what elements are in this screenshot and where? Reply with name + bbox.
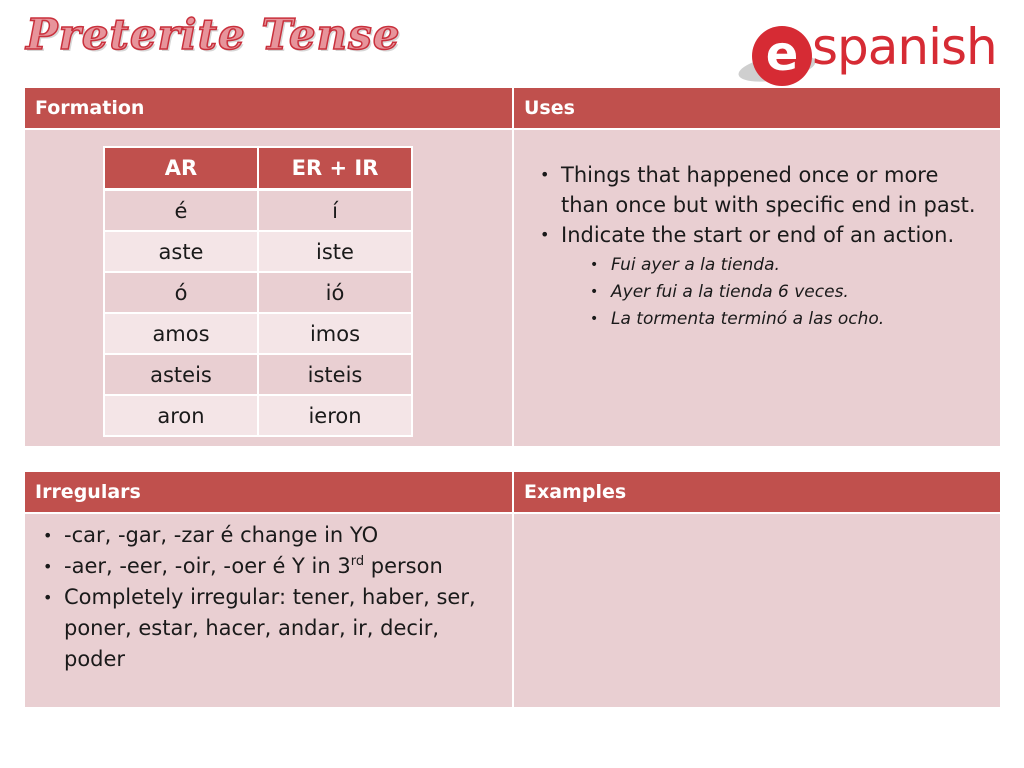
example-sentence: • Ayer fui a la tienda 6 veces. xyxy=(590,279,980,306)
table-row xyxy=(104,272,412,313)
ending-ar: aste xyxy=(104,231,258,272)
table-row xyxy=(104,354,412,395)
uses-bullet xyxy=(540,220,980,333)
irregulars-body xyxy=(25,514,512,707)
column-header-er-ir: ER + IR xyxy=(258,147,412,190)
table-row xyxy=(104,313,412,354)
uses-column xyxy=(514,88,1000,446)
ending-ar: aron xyxy=(104,395,258,436)
irregulars-column xyxy=(25,472,512,707)
bullet-text: person xyxy=(364,554,443,578)
uses-bullet: • Things that happened once or more than once but with specific end in past. xyxy=(540,160,980,220)
ending-er-ir: imos xyxy=(258,313,412,354)
ending-er-ir: ieron xyxy=(258,395,412,436)
ending-ar: ó xyxy=(104,272,258,313)
ending-ar: asteis xyxy=(104,354,258,395)
irregulars-examples-panel xyxy=(25,472,1000,707)
arrow-glyph: é xyxy=(272,554,286,578)
uses-list xyxy=(540,160,980,333)
bullet-text: -aer, -eer, -oir, -oer xyxy=(64,554,273,578)
uses-header: Uses xyxy=(514,88,1000,128)
ending-ar: amos xyxy=(104,313,258,354)
irregular-bullet xyxy=(43,551,503,582)
formation-body xyxy=(25,130,512,446)
table-row xyxy=(104,231,412,272)
ending-er-ir: iste xyxy=(258,231,412,272)
irregulars-list xyxy=(43,520,503,675)
ending-er-ir: í xyxy=(258,190,412,232)
column-header-ar: AR xyxy=(104,147,258,190)
conjugation-table xyxy=(103,146,413,437)
examples-header: Examples xyxy=(514,472,1000,512)
irregulars-header: Irregulars xyxy=(25,472,512,512)
example-sentence: • Fui ayer a la tienda. xyxy=(590,252,980,279)
examples-column xyxy=(514,472,1000,707)
bullet-text: Y in 3 xyxy=(285,554,351,578)
table-row xyxy=(104,395,412,436)
ending-er-ir: ió xyxy=(258,272,412,313)
example-sentence: • La tormenta terminó a las ocho. xyxy=(590,306,980,333)
logo-wordmark: spanish xyxy=(812,18,997,76)
irregular-bullet: • Completely irregular: tener, haber, ser, poner, estar, hacer, andar, ir, decir, poder xyxy=(43,582,503,675)
logo-e-mark: e xyxy=(752,26,812,86)
ordinal-suffix: rd xyxy=(350,554,365,569)
uses-body xyxy=(514,130,1000,446)
bullet-text: -car, -gar, -zar xyxy=(64,523,221,547)
examples-body xyxy=(514,514,1000,707)
arrow-glyph: é xyxy=(220,523,234,547)
bullet-text: change in YO xyxy=(233,523,379,547)
formation-header: Formation xyxy=(25,88,512,128)
irregular-bullet xyxy=(43,520,503,551)
ending-ar: é xyxy=(104,190,258,232)
espanish-logo xyxy=(738,10,1018,90)
conjugation-header-row xyxy=(104,147,412,190)
slide-title: Preterite Tense xyxy=(26,10,401,59)
uses-examples-list xyxy=(590,252,980,333)
ending-er-ir: isteis xyxy=(258,354,412,395)
uses-bullet-text: Indicate the start or end of an action. xyxy=(561,223,955,247)
formation-column xyxy=(25,88,512,446)
formation-uses-panel xyxy=(25,88,1000,446)
table-row xyxy=(104,190,412,232)
